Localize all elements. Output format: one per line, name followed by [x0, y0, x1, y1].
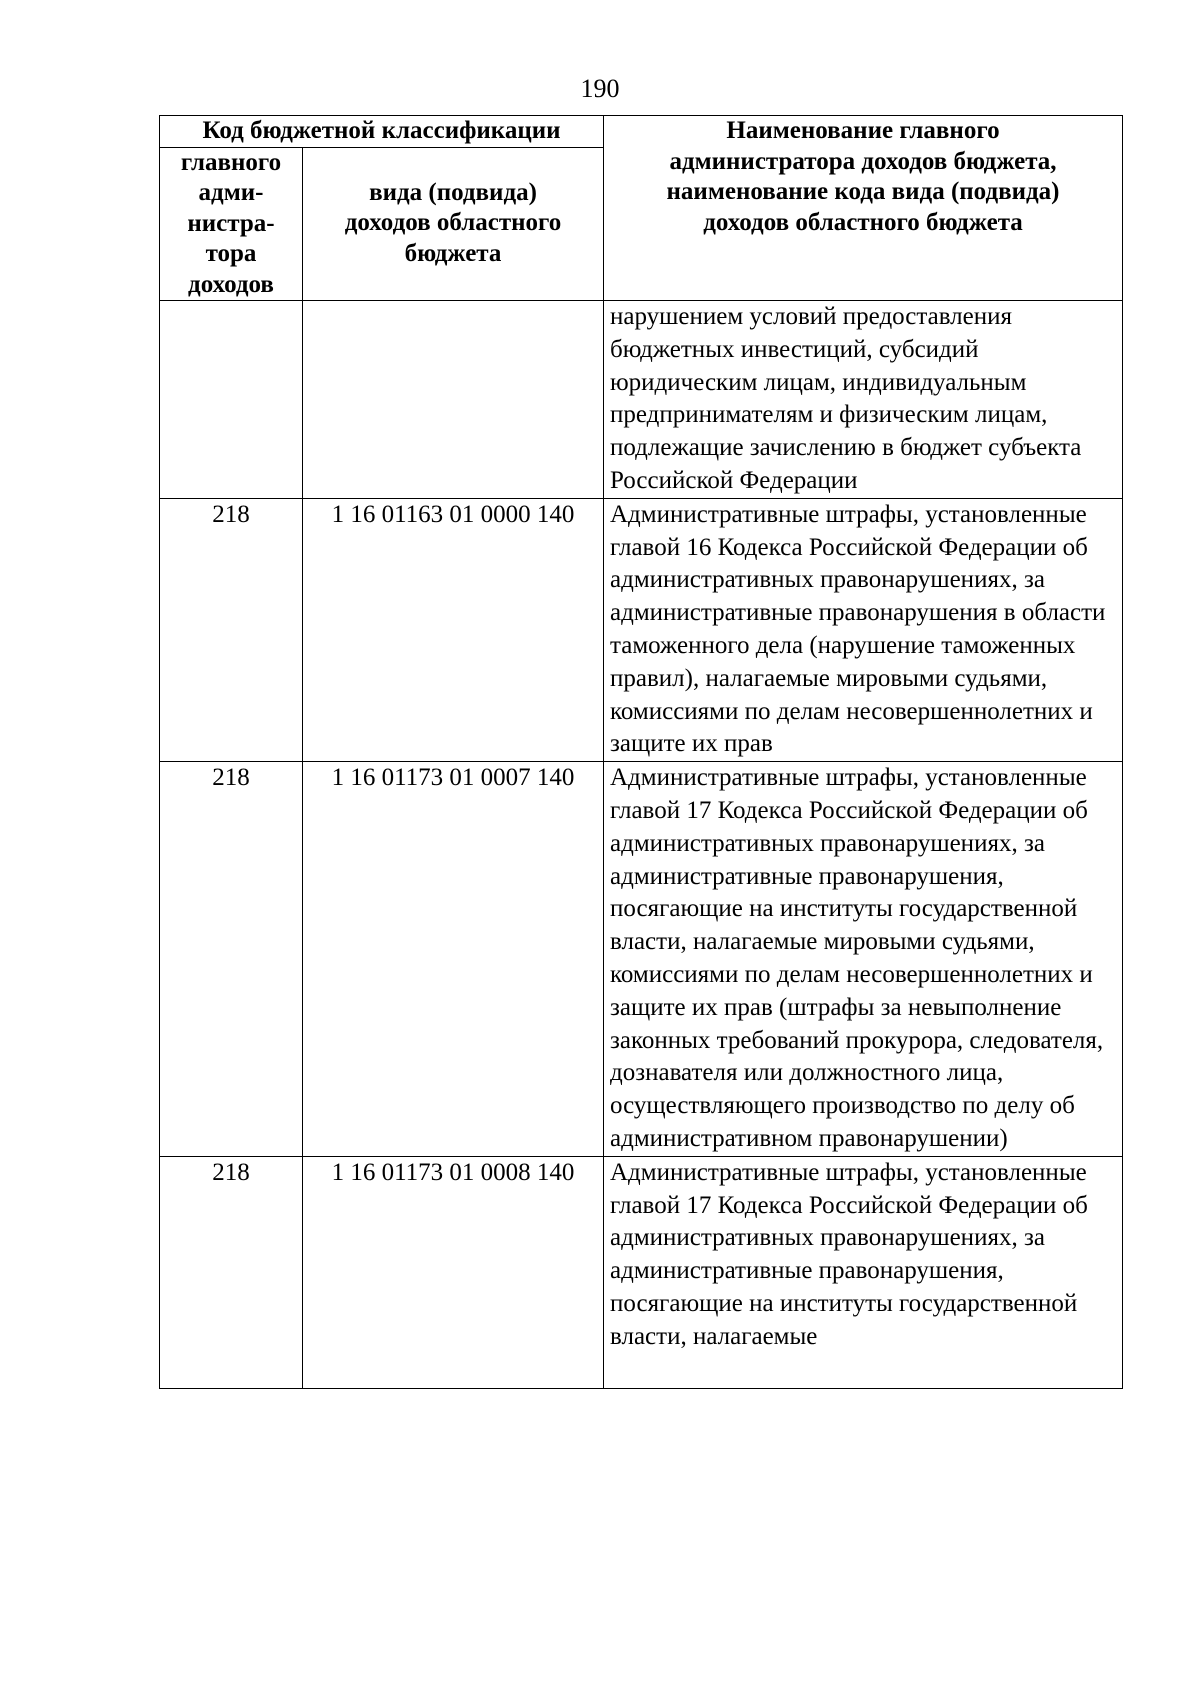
budget-classification-table	[159, 115, 1123, 1389]
income-code-cell: 1 16 01173 01 0008 140	[303, 1156, 604, 1388]
table-row	[160, 301, 1123, 499]
header-admin-line: главного	[180, 148, 282, 176]
header-admin-line: тора	[205, 240, 257, 267]
income-code-cell: 1 16 01173 01 0007 140	[303, 762, 604, 1157]
header-name-column	[604, 116, 1123, 301]
admin-code-cell: 218	[160, 1156, 303, 1388]
header-code-line: доходов областного	[344, 209, 562, 236]
page-number: 190	[580, 74, 620, 103]
admin-code-cell: 218	[160, 498, 303, 761]
income-name-cell: Административные штрафы, установленные главой 17 Кодекса Российской Федерации об административных правонарушениях, за административные правонарушения, посягающие на институты государственной власти, налагаемые мировыми судьями, комиссиями по делам несовершеннолетних и защите их прав (штрафы за невыполнение законных требований прокурора, следователя, дознавателя или должностного лица, осуществляющего производство по делу об административном правонарушении)	[604, 762, 1123, 1157]
admin-code-cell: 218	[160, 762, 303, 1157]
header-group-title: Код бюджетной классификации	[160, 116, 604, 148]
income-name-cell: Административные штрафы, установленные главой 16 Кодекса Российской Федерации об административных правонарушениях, за административные правонарушения в области таможенного дела (нарушение таможенных правил), налагаемые мировыми судьями, комиссиями по делам несовершеннолетних и защите их прав	[604, 498, 1123, 761]
header-name-line: администратора доходов бюджета,	[669, 147, 1057, 175]
income-name-cell: нарушением условий предоставления бюджетных инвестиций, субсидий юридическим лицам, индивидуальным предпринимателям и физическим лицам, подлежащие зачислению в бюджет субъекта Российской Федерации	[604, 301, 1123, 499]
header-code-line: вида (подвида)	[369, 178, 537, 206]
header-admin-line: доходов	[188, 270, 274, 298]
header-name-line: Наименование главного	[726, 117, 1000, 144]
header-code-line: бюджета	[404, 239, 502, 267]
admin-code-cell	[160, 301, 303, 499]
header-name-line: наименование кода вида (подвида)	[666, 178, 1060, 205]
header-code-column	[303, 147, 604, 301]
header-admin-line: нистра-	[187, 209, 275, 237]
header-admin-line: адми-	[198, 179, 264, 206]
income-code-cell: 1 16 01163 01 0000 140	[303, 498, 604, 761]
income-name-cell: Административные штрафы, установленные главой 17 Кодекса Российской Федерации об административных правонарушениях, за административные правонарушения, посягающие на институты государственной власти, налагаемые	[604, 1156, 1123, 1388]
header-admin-column	[160, 147, 303, 301]
table-row	[160, 1156, 1123, 1388]
header-row-group	[160, 116, 1123, 148]
income-code-cell	[303, 301, 604, 499]
table-row	[160, 498, 1123, 761]
header-name-line: доходов областного бюджета	[703, 208, 1023, 236]
table-row	[160, 762, 1123, 1157]
